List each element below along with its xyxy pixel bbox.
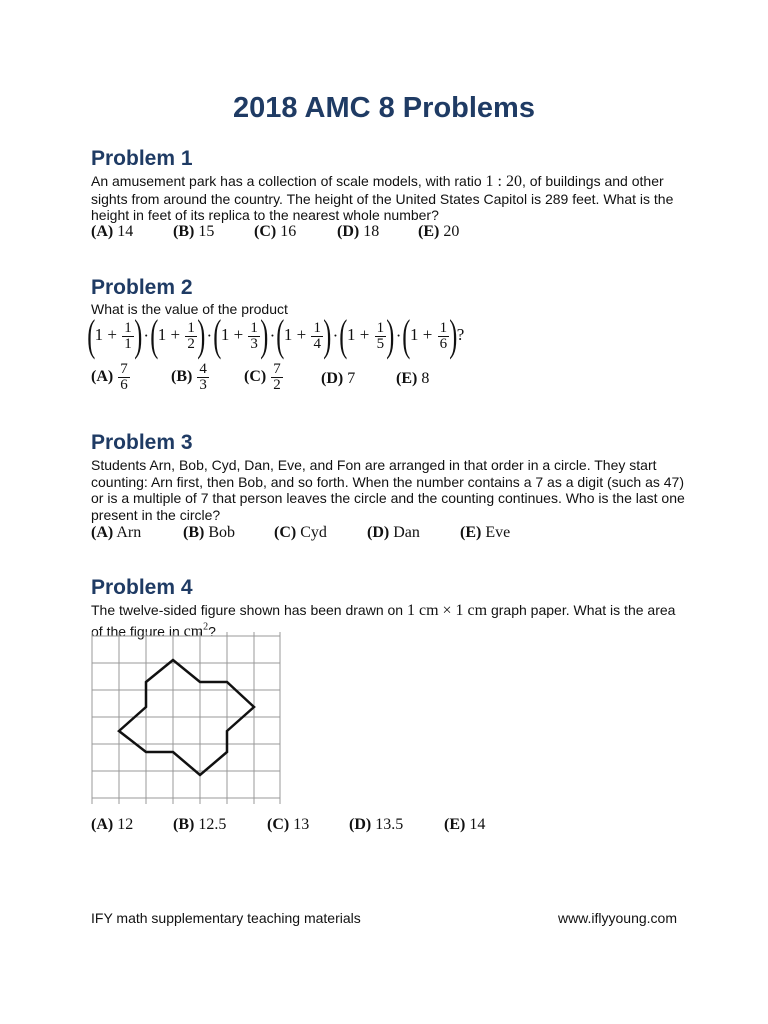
footer-right-link[interactable]: www.iflyyoung.com	[557, 910, 677, 926]
problem-1-choice-c: (C) 16	[254, 223, 297, 240]
problem-2-text: What is the value of the product	[91, 301, 288, 317]
unit-expression: 1 cm × 1 cm	[406, 602, 488, 619]
problem-4-choice-e: (E) 14	[444, 816, 486, 833]
problem-2-choice-b: (B) $\frac{4}{3}$	[171, 361, 207, 393]
problem-4-heading: Problem 4	[91, 576, 193, 599]
problem-1-choice-e: (E) 20	[418, 223, 460, 240]
factor-3: (1 + $\frac{1}{3}$ )	[213, 311, 269, 360]
problem-2-choice-c: (C) $\frac{7}{2}$	[244, 361, 281, 393]
problem-1-choice-b: (B) 15	[173, 223, 215, 240]
question-mark: ?	[456, 324, 465, 344]
factor-2: (1 + $\frac{1}{2}$ )	[150, 311, 206, 360]
problem-3-choice-a: (A) Arn	[91, 524, 142, 541]
problem-4-text: The twelve-sided figure shown has been drawn on 1 cm × 1 cm graph paper. What is the area of the figure in $cm^2$?	[91, 602, 676, 640]
problem-4-choice-c: (C) 13	[267, 816, 310, 833]
factor-5: (1 + $\frac{1}{5}$ )	[339, 311, 395, 360]
factor-4: (1 + $\frac{1}{4}$ )	[276, 311, 332, 360]
problem-1-ratio: 1 : 20	[485, 173, 522, 190]
problem-2-choice-a: (A) $\frac{7}{6}$	[91, 361, 128, 393]
problem-4-choice-a: (A) 12	[91, 816, 134, 833]
area-unit: $cm^2$	[183, 621, 209, 640]
problem-4-choice-b: (B) 12.5	[173, 816, 227, 833]
grid-lines	[92, 632, 280, 804]
problem-3-heading: Problem 3	[91, 431, 193, 454]
problem-2-product: (1 + $\frac{1}{1}$ )·(1 + $\frac{1}{2}$ )·(1 + $\frac{1}{3}$ )·(1 + $\frac{1}{4}$ )·(1 + $\frac{1}{5}$ )·(1 + $\frac{1}{6}$ )?	[87, 311, 465, 360]
factor-1: (1 + $\frac{1}{1}$ )	[87, 311, 143, 360]
problem-2-choice-d: (D) 7	[321, 370, 356, 387]
problem-2-choice-e: (E) 8	[396, 370, 430, 387]
problem-4-choice-d: (D) 13.5	[349, 816, 404, 833]
problem-1-text	[91, 173, 691, 224]
problem-1-text-b: , of buildings and other sights from around the country. The height of the United States Capitol is 289 feet. What is the height in feet of its replica to the nearest whole number?	[91, 173, 674, 223]
problem-3-choice-e: (E) Eve	[460, 524, 511, 541]
problem-1-text-a: An amusement park has a collection of scale models, with ratio	[91, 173, 486, 189]
footer-left: IFY math supplementary teaching materials	[91, 910, 361, 926]
problem-3-choice-c: (C) Cyd	[274, 524, 327, 541]
problem-1-choice-a: (A) 14	[91, 223, 134, 240]
problem-3-choice-b: (B) Bob	[183, 524, 235, 541]
problem-3-text: Students Arn, Bob, Cyd, Dan, Eve, and Fon are arranged in that order in a circle. They start counting: Arn first, then Bob, and so forth. When the number contains a 7 as a digit (such as 47) or is a multiple of 7 that person leaves the circle and the counting continues. Who is the last one present in the circle?	[91, 457, 685, 523]
problem-1-heading: Problem 1	[91, 147, 193, 170]
problem-2-heading: Problem 2	[91, 276, 193, 299]
problem-1-choice-d: (D) 18	[337, 223, 380, 240]
page-title: 2018 AMC 8 Problems	[233, 92, 535, 124]
graph-paper-figure	[88, 632, 288, 807]
factor-6: (1 + $\frac{1}{6}$ )	[402, 311, 458, 360]
problem-3-choice-d: (D) Dan	[367, 524, 420, 541]
